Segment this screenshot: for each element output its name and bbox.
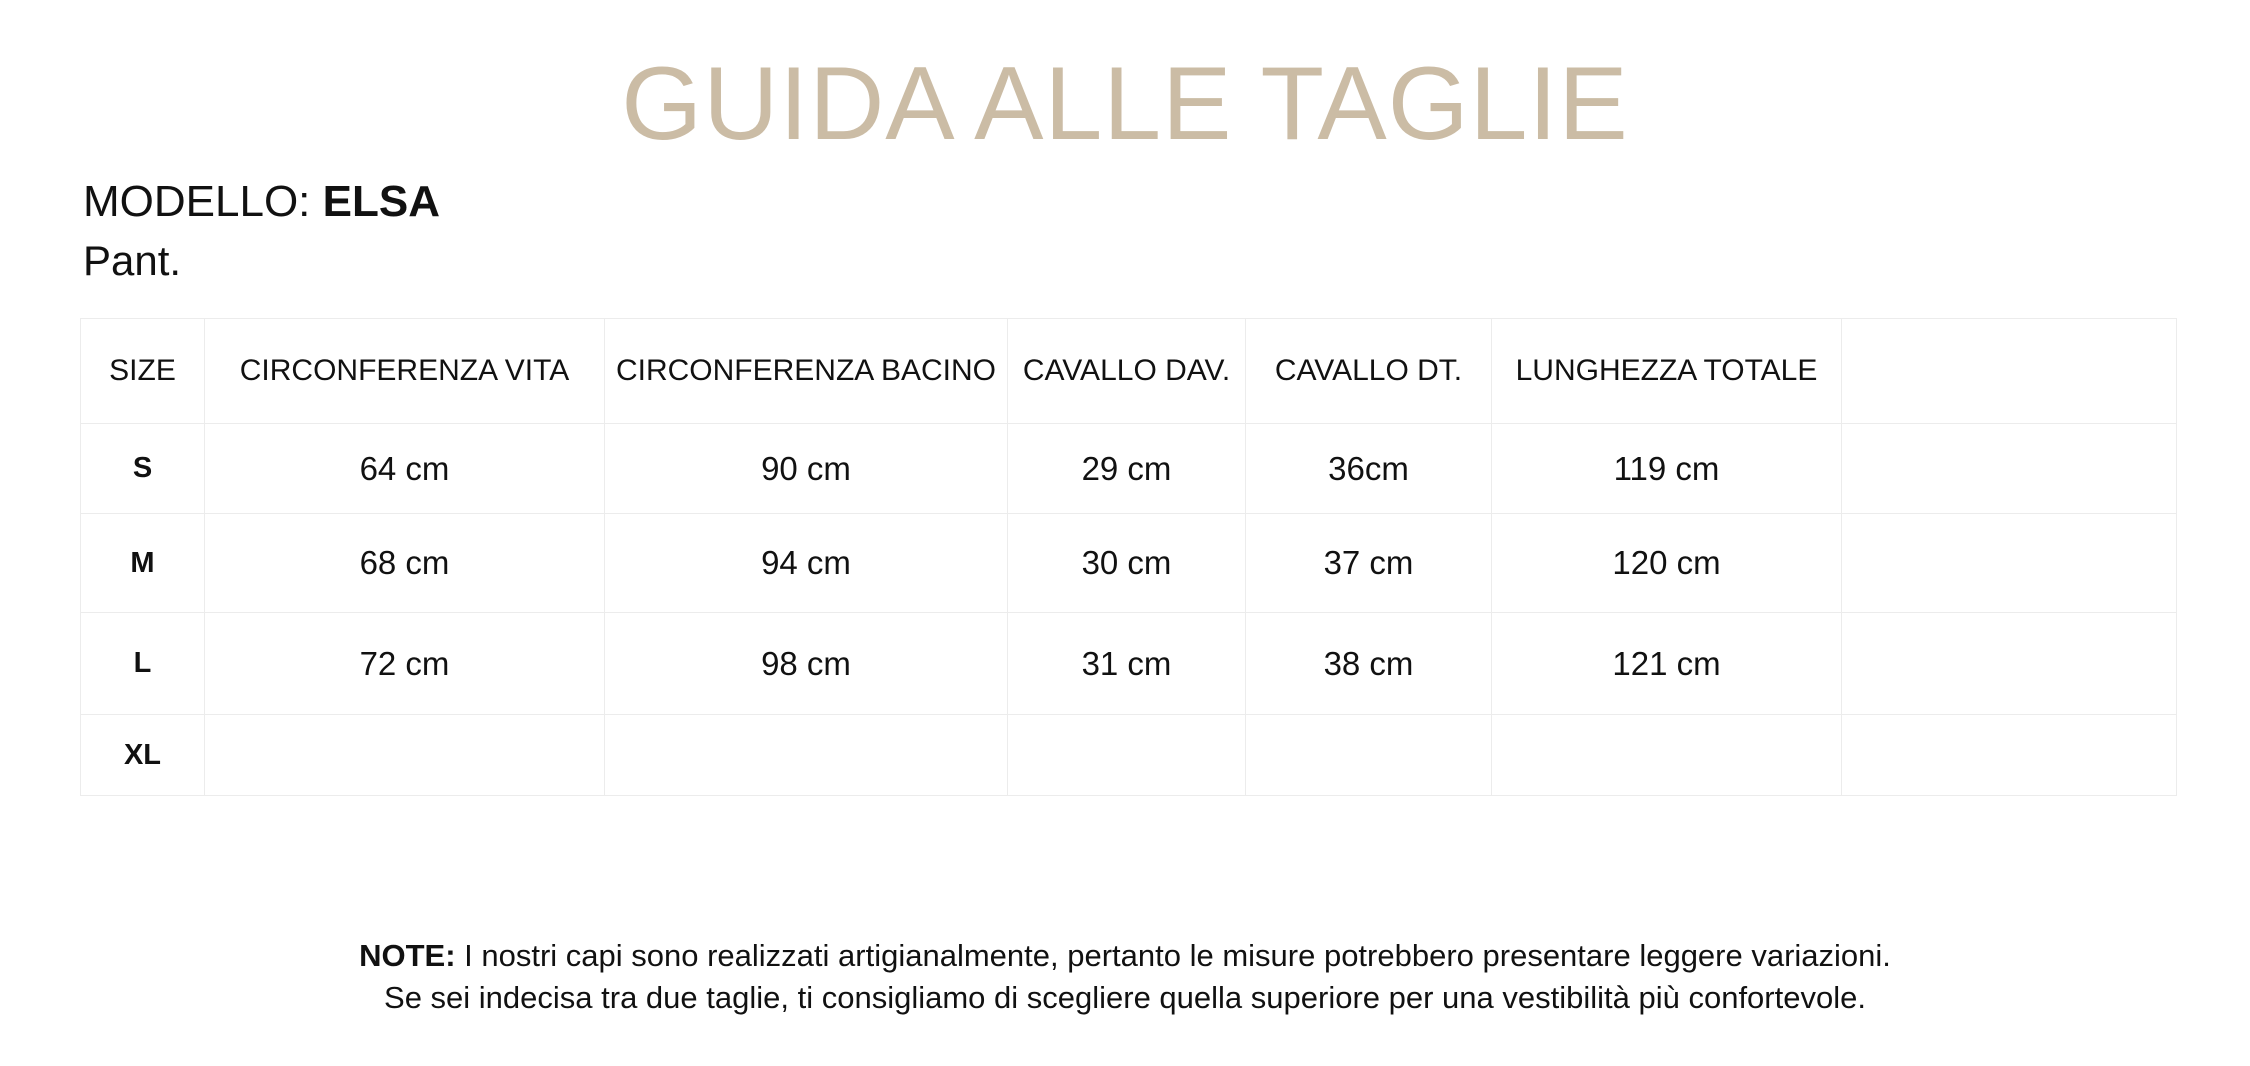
table-cell — [1842, 424, 2177, 514]
table-cell: 31 cm — [1008, 613, 1246, 715]
table-cell — [1246, 715, 1492, 796]
table-cell — [205, 715, 605, 796]
size-table — [80, 318, 2177, 796]
size-cell: L — [81, 613, 205, 715]
table-cell: 98 cm — [605, 613, 1008, 715]
table-header-row — [81, 319, 2177, 424]
header-total-length: LUNGHEZZA TOTALE — [1492, 319, 1842, 424]
header-empty — [1842, 319, 2177, 424]
header-waist: CIRCONFERENZA VITA — [205, 319, 605, 424]
table-cell — [1842, 715, 2177, 796]
header-front-rise: CAVALLO DAV. — [1008, 319, 1246, 424]
table-cell — [1842, 514, 2177, 613]
notes-label: NOTE: — [359, 938, 456, 973]
notes — [0, 935, 2250, 1019]
table-cell: 72 cm — [205, 613, 605, 715]
table-cell — [605, 715, 1008, 796]
table-row — [81, 613, 2177, 715]
header-size: SIZE — [81, 319, 205, 424]
table-cell: 38 cm — [1246, 613, 1492, 715]
table-cell: 121 cm — [1492, 613, 1842, 715]
table-cell: 94 cm — [605, 514, 1008, 613]
notes-line-2: Se sei indecisa tra due taglie, ti consigliamo di scegliere quella superiore per una vestibilità più confortevole. — [384, 980, 1866, 1015]
page-title: GUIDA ALLE TAGLIE — [621, 46, 1629, 162]
table-cell: 119 cm — [1492, 424, 1842, 514]
table-row — [81, 514, 2177, 613]
table-row — [81, 715, 2177, 796]
model-label: MODELLO: — [83, 177, 311, 226]
table-cell: 29 cm — [1008, 424, 1246, 514]
table-cell — [1842, 613, 2177, 715]
table-cell: 68 cm — [205, 514, 605, 613]
table-cell: 36cm — [1246, 424, 1492, 514]
table-row — [81, 424, 2177, 514]
table-cell — [1008, 715, 1246, 796]
table-cell: 64 cm — [205, 424, 605, 514]
header-back-rise: CAVALLO DT. — [1246, 319, 1492, 424]
size-cell: XL — [81, 715, 205, 796]
notes-text-1: I nostri capi sono realizzati artigianalmente, pertanto le misure potrebbero presentare leggere variazioni. — [464, 938, 1891, 973]
header-hips: CIRCONFERENZA BACINO — [605, 319, 1008, 424]
model-line — [83, 177, 440, 226]
table-cell: 30 cm — [1008, 514, 1246, 613]
product-type: Pant. — [83, 237, 182, 284]
model-name: ELSA — [322, 177, 440, 226]
table-cell — [1492, 715, 1842, 796]
table-cell: 90 cm — [605, 424, 1008, 514]
size-cell: S — [81, 424, 205, 514]
notes-line-1 — [0, 935, 2250, 977]
size-cell: M — [81, 514, 205, 613]
table-cell: 37 cm — [1246, 514, 1492, 613]
table-cell: 120 cm — [1492, 514, 1842, 613]
